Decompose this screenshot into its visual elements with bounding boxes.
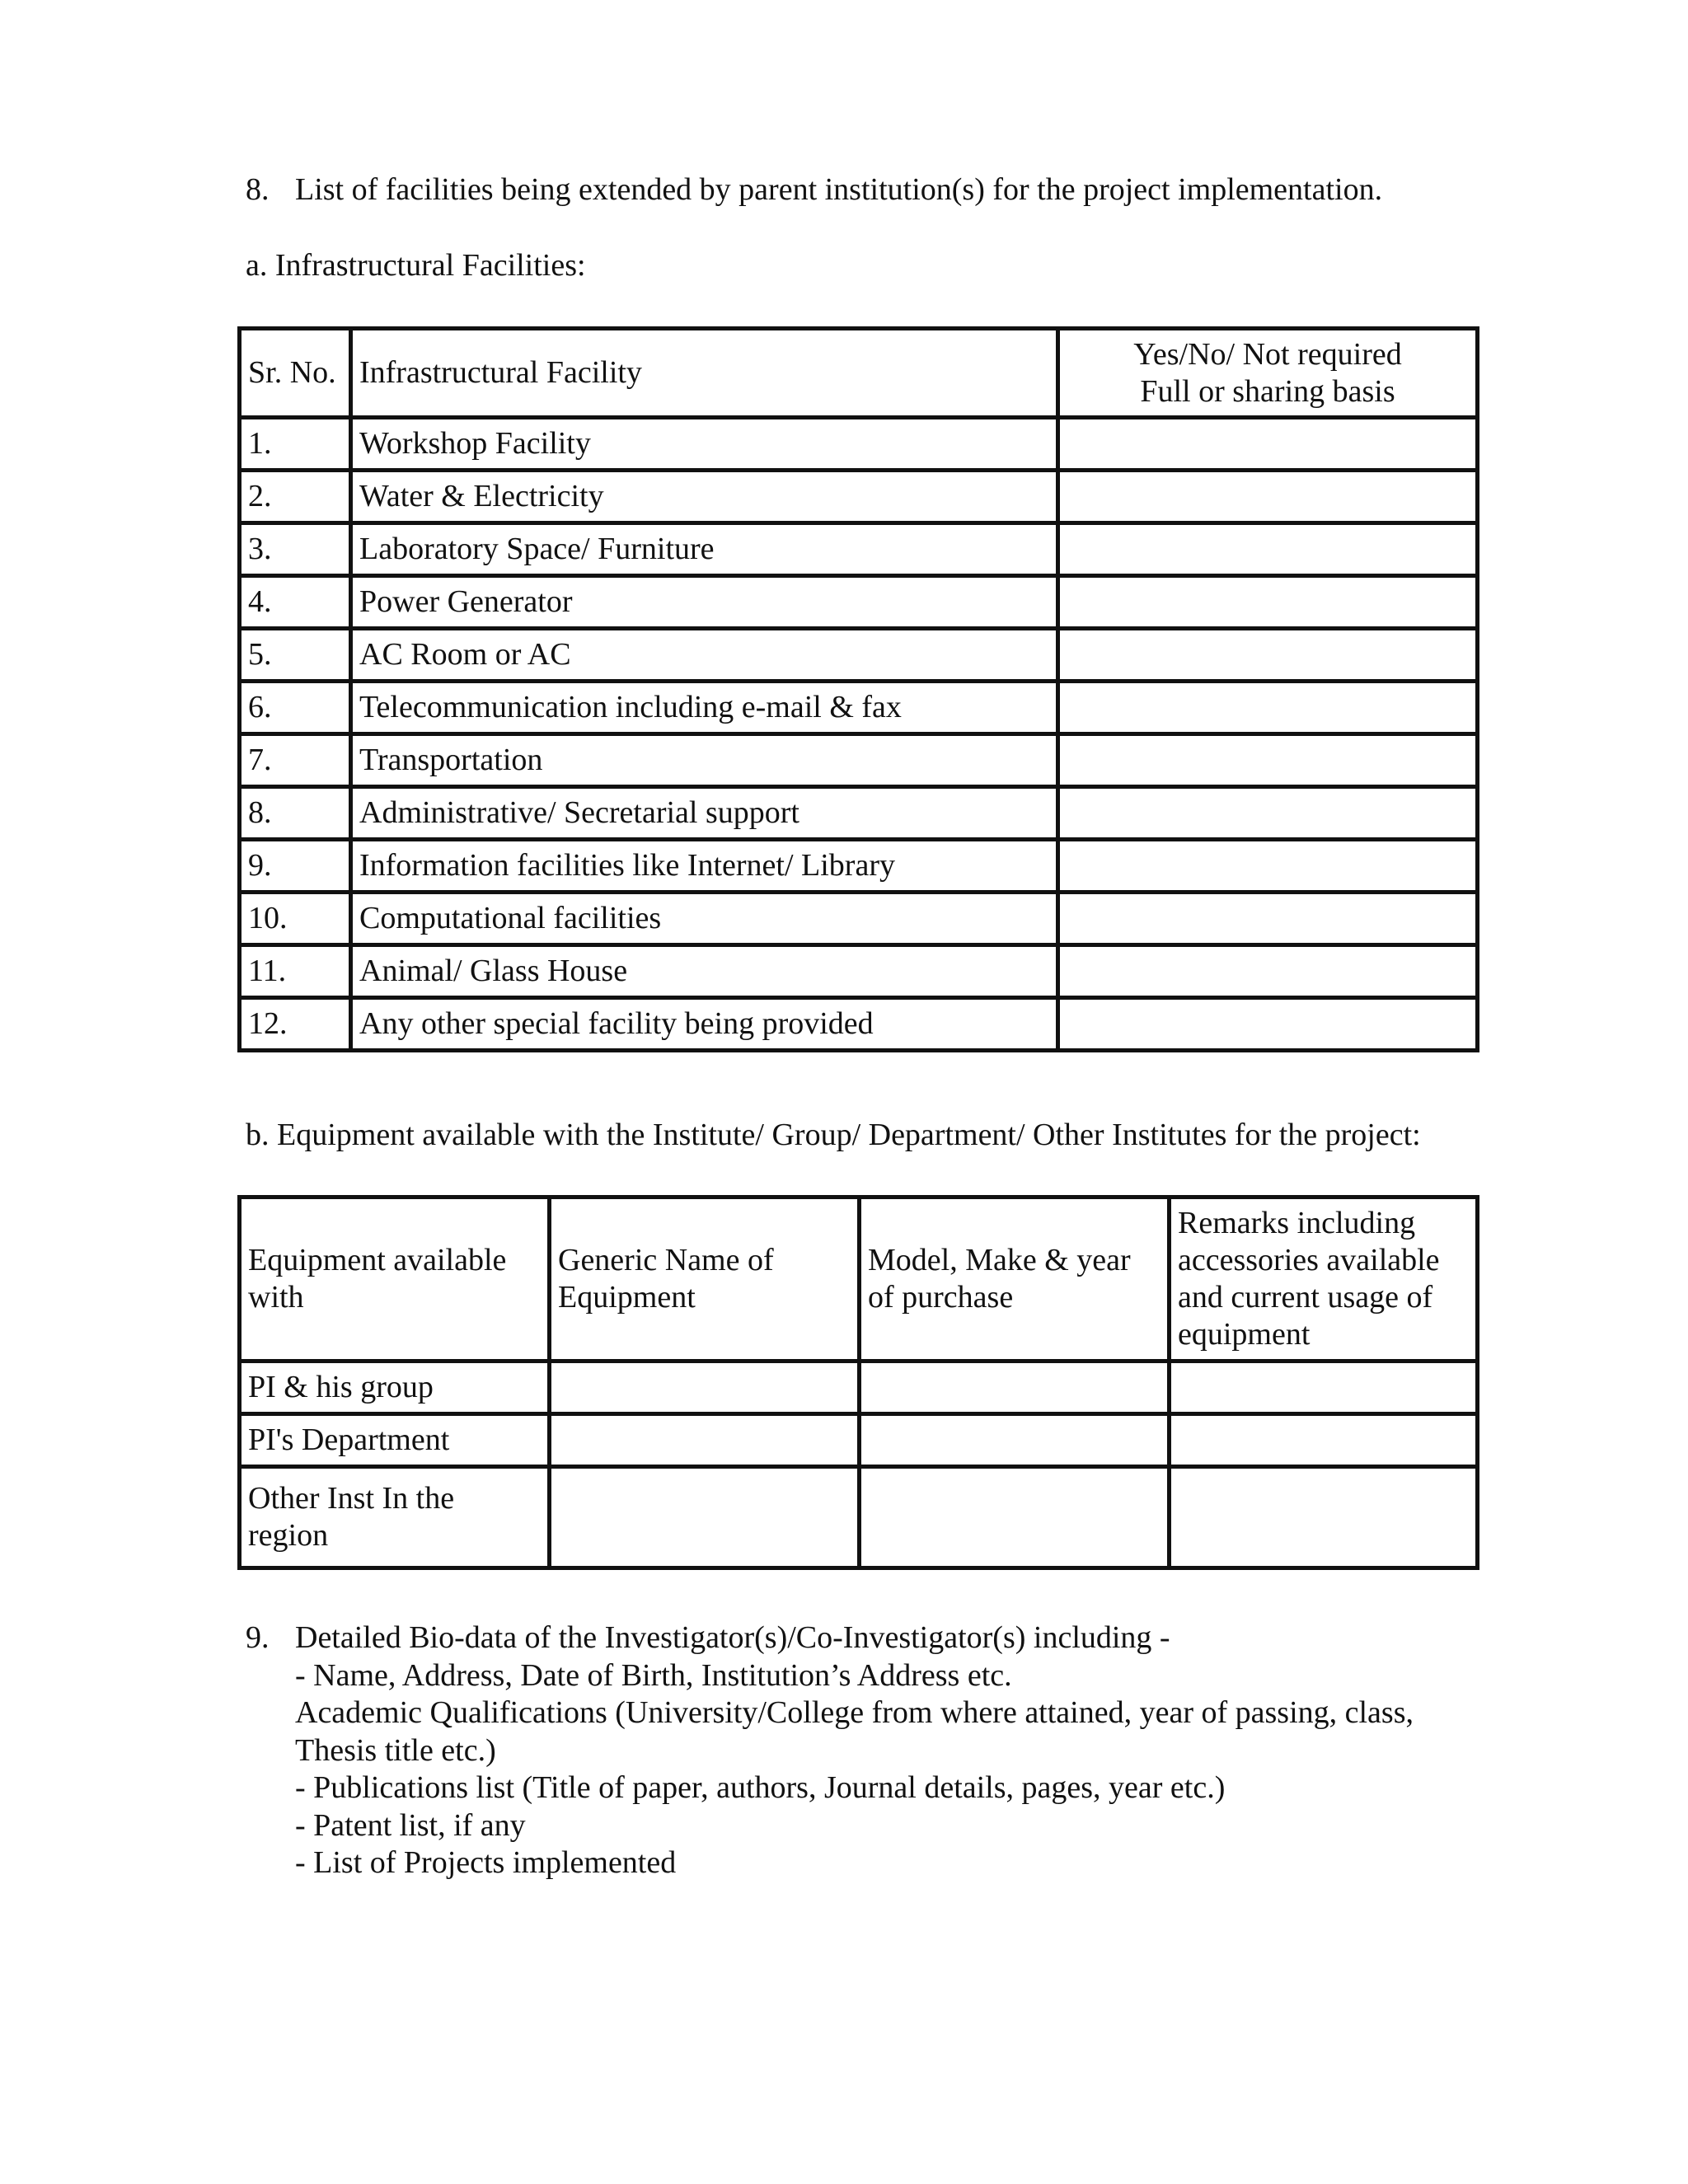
- header-facility: Infrastructural Facility: [351, 329, 1058, 418]
- section-8-number: 8.: [246, 172, 270, 207]
- facility-cell: Laboratory Space/ Furniture: [351, 523, 1058, 576]
- section-9-line: - Publications list (Title of paper, authors, Journal details, pages, year etc.): [295, 1770, 1226, 1805]
- remarks-cell[interactable]: [1170, 1414, 1478, 1467]
- facility-cell: Animal/ Glass House: [351, 945, 1058, 998]
- sr-cell: 7.: [240, 734, 351, 787]
- header-status-line2: Full or sharing basis: [1140, 373, 1395, 409]
- table-row: [240, 629, 1478, 682]
- status-cell[interactable]: [1058, 893, 1478, 945]
- header-available-with: Equipment available with: [240, 1197, 550, 1361]
- sr-cell: 1.: [240, 418, 351, 471]
- section-9-line: Thesis title etc.): [295, 1732, 496, 1768]
- section-a-heading: a. Infrastructural Facilities:: [246, 248, 586, 283]
- section-9-line: Detailed Bio-data of the Investigator(s)/Co-Investigator(s) including -: [295, 1620, 1170, 1655]
- generic-name-cell[interactable]: [550, 1361, 860, 1414]
- facility-cell: Power Generator: [351, 576, 1058, 629]
- table-row: [240, 1361, 1478, 1414]
- model-cell[interactable]: [860, 1361, 1170, 1414]
- generic-name-cell[interactable]: [550, 1467, 860, 1568]
- table-row: [240, 787, 1478, 840]
- model-cell[interactable]: [860, 1414, 1170, 1467]
- section-9-line: - Name, Address, Date of Birth, Institution’s Address etc.: [295, 1657, 1012, 1693]
- sr-cell: 10.: [240, 893, 351, 945]
- available-with-cell: PI's Department: [240, 1414, 550, 1467]
- sr-cell: 12.: [240, 998, 351, 1051]
- status-cell[interactable]: [1058, 787, 1478, 840]
- table-row: [240, 945, 1478, 998]
- facility-cell: Computational facilities: [351, 893, 1058, 945]
- table-row: [240, 840, 1478, 893]
- table-header-row: [240, 329, 1478, 418]
- section-9: [246, 1619, 1548, 1882]
- available-with-cell: PI & his group: [240, 1361, 550, 1414]
- table-row: [240, 893, 1478, 945]
- status-cell[interactable]: [1058, 840, 1478, 893]
- header-remarks: Remarks including accessories available and current usage of equipment: [1170, 1197, 1478, 1361]
- section-9-line: - List of Projects implemented: [295, 1845, 677, 1880]
- header-status: [1058, 329, 1478, 418]
- table-row: [240, 682, 1478, 734]
- facility-cell: Any other special facility being provided: [351, 998, 1058, 1051]
- facility-cell: Workshop Facility: [351, 418, 1058, 471]
- sr-cell: 3.: [240, 523, 351, 576]
- section-b-heading: b. Equipment available with the Institute/ Group/ Department/ Other Institutes for the project:: [246, 1118, 1421, 1152]
- table-row: [240, 998, 1478, 1051]
- remarks-cell[interactable]: [1170, 1467, 1478, 1568]
- sr-cell: 4.: [240, 576, 351, 629]
- sr-cell: 9.: [240, 840, 351, 893]
- section-8-text: List of facilities being extended by parent institution(s) for the project implementation.: [295, 172, 1383, 207]
- status-cell[interactable]: [1058, 418, 1478, 471]
- facility-cell: Transportation: [351, 734, 1058, 787]
- table-row: [240, 1467, 1478, 1568]
- facility-cell: AC Room or AC: [351, 629, 1058, 682]
- table-row: [240, 1414, 1478, 1467]
- table-row: [240, 523, 1478, 576]
- facility-cell: Administrative/ Secretarial support: [351, 787, 1058, 840]
- facility-cell: Water & Electricity: [351, 471, 1058, 523]
- status-cell[interactable]: [1058, 629, 1478, 682]
- available-with-cell: Other Inst In the region: [240, 1467, 550, 1568]
- status-cell[interactable]: [1058, 682, 1478, 734]
- section-9-line: - Patent list, if any: [295, 1807, 526, 1843]
- sr-cell: 11.: [240, 945, 351, 998]
- sr-cell: 6.: [240, 682, 351, 734]
- model-cell[interactable]: [860, 1467, 1170, 1568]
- infrastructure-table: [237, 326, 1479, 1052]
- sr-cell: 5.: [240, 629, 351, 682]
- status-cell[interactable]: [1058, 523, 1478, 576]
- header-model: Model, Make & year of purchase: [860, 1197, 1170, 1361]
- facility-cell: Information facilities like Internet/ Library: [351, 840, 1058, 893]
- section-8-heading: [246, 171, 1382, 208]
- sr-cell: 8.: [240, 787, 351, 840]
- header-sr-no: Sr. No.: [240, 329, 351, 418]
- table-row: [240, 734, 1478, 787]
- facility-cell: Telecommunication including e-mail & fax: [351, 682, 1058, 734]
- header-status-line1: Yes/No/ Not required: [1133, 336, 1402, 372]
- status-cell[interactable]: [1058, 998, 1478, 1051]
- table-header-row: [240, 1197, 1478, 1361]
- generic-name-cell[interactable]: [550, 1414, 860, 1467]
- equipment-table: [237, 1195, 1479, 1570]
- section-9-line: Academic Qualifications (University/College from where attained, year of passing, class,: [295, 1695, 1414, 1730]
- remarks-cell[interactable]: [1170, 1361, 1478, 1414]
- section-9-lines: [295, 1619, 1548, 1882]
- table-row: [240, 418, 1478, 471]
- section-9-number: 9.: [246, 1620, 270, 1655]
- status-cell[interactable]: [1058, 734, 1478, 787]
- table-row: [240, 471, 1478, 523]
- table-row: [240, 576, 1478, 629]
- header-generic-name: Generic Name of Equipment: [550, 1197, 860, 1361]
- status-cell[interactable]: [1058, 945, 1478, 998]
- sr-cell: 2.: [240, 471, 351, 523]
- status-cell[interactable]: [1058, 576, 1478, 629]
- status-cell[interactable]: [1058, 471, 1478, 523]
